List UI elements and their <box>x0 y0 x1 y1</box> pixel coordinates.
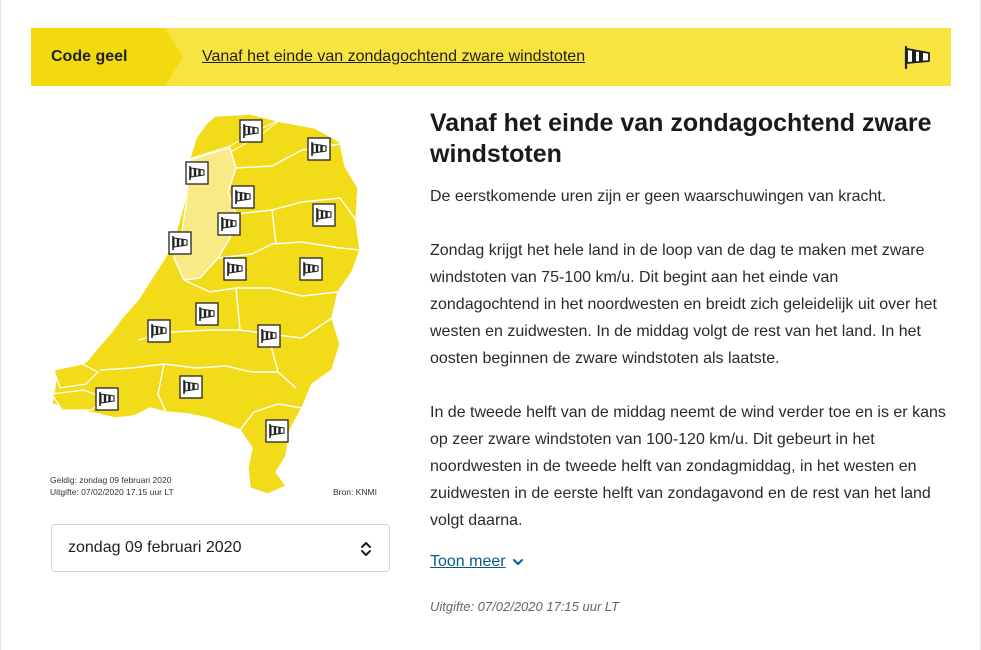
show-more-label: Toon meer <box>430 553 506 570</box>
warning-paragraph-3: In de tweede helft van de middag neemt de wind verder toe en is er kans op zeer zware windstoten van 100-120 km/u. Dit gebeurt in het noordwesten in de tweede helft van zondagmiddag, in het westen en zuidwesten in de eerste helft van zondagavond en de rest van het land volgt daarna. <box>430 404 946 529</box>
chevron-down-icon <box>512 557 524 567</box>
warning-banner[interactable] <box>31 28 951 86</box>
show-more-link[interactable] <box>430 553 524 571</box>
select-arrows-icon <box>359 539 373 559</box>
date-select-value: zondag 09 februari 2020 <box>68 539 242 556</box>
banner-chevron-shape <box>151 28 183 86</box>
map-source: Bron: KNMI <box>333 487 377 497</box>
warning-paragraph-1: De eerstkomende uren zijn er geen waarschuwingen van kracht. <box>430 188 887 205</box>
windsock-icon <box>903 44 933 70</box>
map-valid-date: Geldig: zondag 09 februari 2020 <box>50 475 172 485</box>
content-issue-time: Uitgifte: 07/02/2020 17:15 uur LT <box>430 599 620 614</box>
warning-code: Code geel <box>31 28 151 86</box>
date-select[interactable] <box>51 524 390 572</box>
warning-title: Vanaf het einde van zondagochtend zware windstoten <box>430 109 932 168</box>
map-issue-time: Uitgifte: 07/02/2020 17.15 uur LT <box>50 487 174 497</box>
warning-headline-link[interactable]: Vanaf het einde van zondagochtend zware windstoten <box>202 48 586 65</box>
warning-map <box>40 108 400 508</box>
page-border-left <box>0 0 1 650</box>
warning-paragraph-2: Zondag krijgt het hele land in de loop van de dag te maken met zware windstoten van 75-100 km/u. Dit begint aan het einde van zondagochtend in het noordwesten en breidt zich geleidelijk uit over het westen en zuidwesten. In de middag volgt de rest van het land. In het oosten beginnen de zware windstoten als laatste. <box>430 242 937 367</box>
